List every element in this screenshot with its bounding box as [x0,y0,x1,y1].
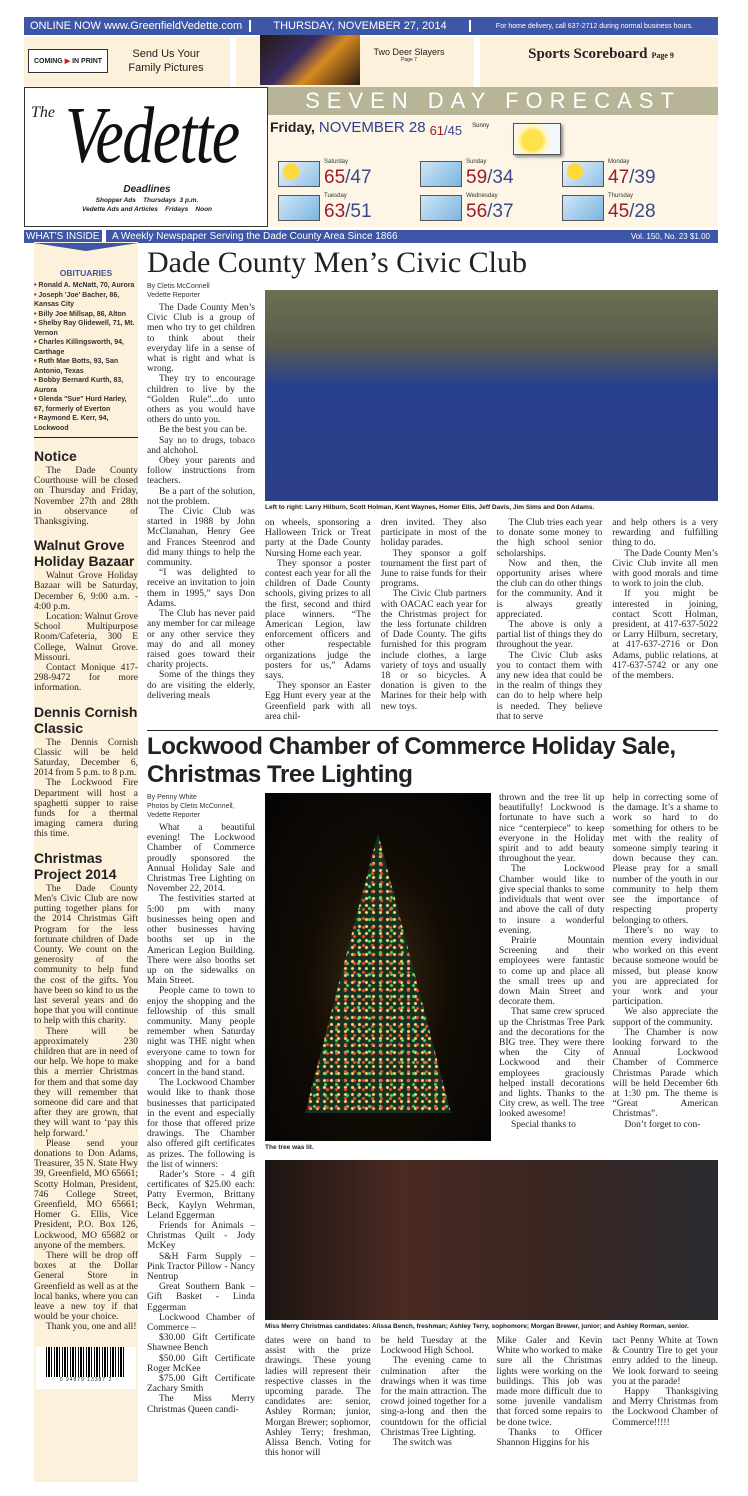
paragraph: Mike Galer and Kevin White who worked to make sure all the Christmas lights were working on the buildings. This job was made more difficult due to some juvenile vandalism that forced some repairs to be done twice. [496,1336,603,1428]
paragraph: Be a part of the solution, not the problem. [147,486,255,507]
today-day: Friday, [270,119,315,135]
divider [230,37,236,87]
cloudy-icon [278,195,320,221]
sports-teaser[interactable] [486,45,716,63]
whats-inside-label: WHAT'S INSIDE [24,230,102,243]
paragraph: The Civic Club was started in 1988 by John McClanahan, Henry Gee and Frances Steenrod and did many things to help the community. [147,507,255,569]
obituary-item[interactable]: • Joseph 'Joe' Bacher, 86, Kansas City [34,291,120,308]
rain-icon [420,161,462,187]
walnut-title: Walnut Grove Holiday Bazaar [34,537,135,570]
forecast-high: 56 [466,201,488,222]
notice-section [34,448,138,527]
paragraph: There will be drop off boxes at the Dollar General Store in Greenfield as well as at the local banks, where you can leave a new toy if that would be your choice. [34,1251,138,1323]
forecast-day-name: Wednesday [466,193,498,199]
candidates-photo-caption: Miss Merry Christmas candidates: Alissa Bench, freshman; Ashley Terry, sophomore; Morgan Brewer, junior; and Ashley Rorman, senior. [265,1323,689,1331]
forecast-day-name: Tuesday [324,193,347,199]
christmas-project-section [34,850,138,1333]
obituary-list [34,281,138,433]
deer-title: Two Deer Slayers [373,47,445,57]
project-body [34,884,138,1333]
paragraph: dren invited. They also participate in most of the holiday parades. [380,518,487,549]
seven-day-forecast: SEVEN DAY FORECAST Friday, NOVEMBER 28 61/45 Sunny Saturday 65/47 Sunday 59/34 Monday 47/39 Tuesday 63/51 Wednesday 56/37 Thursday 45/28 [268,87,718,227]
paragraph: on wheels, sponsoring a Halloween Trick or Treat party at the Dade County Nursing Home each year. [265,518,371,559]
barcode-bars [46,1347,126,1377]
obituary-item[interactable]: • Raymond E. Kerr, 94, Lockwood [34,415,109,432]
barcode [36,1347,136,1389]
obituary-item[interactable]: • Shelby Ray Glidewell, 71, Mt. Vernon [34,320,135,337]
deadline-shopper: Shopper Ads Thursdays 3 p.m. [95,197,199,204]
byline-author: By Cletis McConnell [147,283,210,290]
website-link[interactable]: ONLINE NOW www.GreenfieldVedette.com [24,20,251,32]
paragraph: be held Tuesday at the Lockwood High School. [380,1336,487,1357]
paragraph: Now and then, the opportunity arises where the club can do other things for the community. And it is always greatly appreciated. [496,558,603,620]
paragraph: People came to town to enjoy the shopping and the fellowship of this small community. Many people remember when Saturday night was THE night when everyone came to town for shopping and for a band concert in the band stand. [147,986,255,1078]
paragraph: The Dennis Cornish Classic will be held Saturday, December 6, 2014 from 5 p.m. to 8 p.m. [34,737,138,779]
project-title: Christmas Project 2014 [34,849,117,882]
today-forecast: Friday, NOVEMBER 28 61/45 Sunny [270,119,490,138]
lockwood-column [499,793,605,1130]
paragraph: Prairie Mountain Screening and their employees were fantastic to come up and place all the small trees up and down Main Street and decorate them. [499,935,605,1008]
deadlines [25,184,269,214]
send-pictures-teaser[interactable]: Send Us Your Family Pictures [128,48,204,74]
byline-author: By Penny White [147,794,197,802]
paragraph: The Club tries each year to donate some money to the high school senior scholarships. [496,518,603,559]
deadlines-title: Deadlines [123,184,171,195]
obituary-item[interactable]: • Glenda "Sue" Hurd Harley, 67, formerly of Everton [34,396,127,413]
obituaries-title: OBITUARIES [59,268,113,278]
lockwood-column [613,793,719,1130]
paragraph: The Civic Club partners with OACAC each year for the Christmas project for the less fortunate children of Dade County. The gifts furnished for this program include clothes, a large variety of toys and usually 18 or so bicycles. A donation is given to the Marines for their help with new toys. [380,589,487,712]
forecast-high: 65 [324,167,346,188]
tree-lights [305,833,451,1113]
paragraph: Obey your parents and follow instructions from teachers. [147,456,255,487]
paragraph: Thanks to Officer Shannon Higgins for his [496,1427,603,1449]
paragraph: Location: Walnut Grove School Multipurpose Room/Cafeteria, 300 E College, Walnut Grove. Missouri. [34,612,138,663]
paragraph: Lockwood Chamber of Commerce – [147,1312,255,1334]
paragraph: $50.00 Gift Certificate Roger McKee [147,1353,255,1374]
paragraph: The Miss Merry Christmas Queen candi- [147,1394,255,1415]
paragraph: If you might be interested in joining, contact Scott Holman, president, at 417-637-5022 or Larry Hilburn, secretary, at 417-637-2716 or Don Adams, public relations, at 417-637-5742 or any one of the members. [612,589,718,682]
paragraph: The switch was [392,1438,452,1449]
forecast-day-name: Saturday [324,159,349,165]
issue-date: THURSDAY, NOVEMBER 27, 2014 [251,20,471,32]
obituary-item[interactable]: • Ronald A. McNatt, 70, Aurora [34,282,135,289]
paragraph: Don’t forget to con- [624,1119,701,1130]
masthead-the: The [31,104,55,121]
paragraph: The Dade County Men’s Civic Club invite all men with good morals and time to work to join the club. [612,548,718,590]
paragraph: The Club has never paid any member for car mileage or any other service they may do and all money raised goes toward their charity projects. [147,609,255,671]
obituary-item[interactable]: • Ruth Mae Botts, 93, San Antonio, Texas [34,358,119,375]
sports-title: Sports Scoreboard [528,46,648,62]
lockwood-column [381,1336,487,1458]
paragraph: We also appreciate the support of the community. [612,1007,718,1028]
forecast-low: 51 [350,201,372,222]
walnut-body [34,571,138,693]
paragraph: The Lockwood Chamber would like to thank those businesses that participated in the event and especially for those that offered prize drawings. The Chamber also offered gift certificates as prizes. The following is the list of winners: [147,1078,255,1170]
paragraph: They sponsor a golf tournament the first part of June to raise funds for their programs. [380,548,487,590]
obituary-item[interactable]: • Bobby Bernard Kurth, 83, Aurora [34,377,124,394]
headline-line: Lockwood Chamber of Commerce Holiday Sale, [147,733,676,761]
paragraph: The Dade County Courthouse will be closed on Thursday and Friday, November 27th and 28th in observance of Thanksgiving. [34,466,138,528]
main-content [147,244,718,1459]
paragraph: The Chamber is now looking forward to the Annual Lockwood Chamber of Commerce Christmas Parade which will be held December 6th at 1:30 pm. The theme is “Great American Christmas”. [612,1027,718,1120]
obituaries-section [34,268,138,438]
paragraph: They sponsor an Easter Egg Hunt every year at the Greenfield park with all area chil- [265,681,371,722]
paragraph: That same crew spruced up the Christmas Tree Park and the decorations for the BIG tree. They were there when the City of Lockwood and their employees graciously helped install decorations and lights. Thanks to the City crew, as well. The tree looked awesome! [499,1007,605,1120]
paragraph: Say no to drugs, tobaco and alchohol. [147,435,255,456]
forecast-high: 63 [324,201,346,222]
lockwood-article [147,793,718,1458]
dennis-body [34,738,138,840]
paragraph: thrown and the tree lit up beautifully! Lockwood is fortunate to have such a nice “centerpiece” to keep everyone in the Holiday spirit and to add beauty throughout the year. [499,793,605,865]
paragraph: tact Penny White at Town & Country Tire to get your entry added to the lineup. We look forward to seeing you at the parade! [612,1336,718,1387]
forecast-low: 47 [350,167,372,188]
teaser-banner [24,37,718,87]
partly-cloudy-icon [278,161,320,187]
lockwood-column [497,1336,603,1458]
paragraph: The evening came to culmination after the drawings when it was time for the main attraction. The crowd joined together for a sing-a-long and then the countdown for the official Christmas Tree Lighting. [380,1356,487,1438]
in-print-text: IN PRINT [72,57,103,65]
lockwood-bottom-columns [265,1336,718,1458]
lockwood-column [265,1336,371,1458]
deadline-vedette: Vedette Ads and Articles Fridays Noon [81,206,213,213]
obituary-item[interactable]: • Billy Joe Millsap, 86, Alton [34,310,127,318]
christmas-tree-photo[interactable] [265,793,491,1141]
civic-columns [265,518,718,722]
forecast-low: 34 [492,167,514,188]
tagline: A Weekly Newspaper Serving the Dade County Area Since 1866 [112,231,398,242]
paragraph: Thank you, one and all! [46,1322,137,1333]
paragraph: Some of the things they do are visiting the elderly, delivering meals [147,670,255,701]
article-divider [147,730,718,731]
divider [34,437,138,438]
arrow-icon: ▶ [64,58,71,65]
walnut-section [34,537,138,693]
coming-in-print-logo [28,49,108,73]
today-high: 61 [429,123,445,138]
paragraph: Special thanks to [511,1119,576,1130]
byline-photos: Photos by Cletis McConnell, Vedette Reporter [147,803,235,820]
notice-title: Notice [34,448,77,464]
paragraph: The Civic Club asks you to contact them with any new idea that could be in the realm of things they can do to help where help is needed. They believe that to serve [496,650,603,722]
deer-teaser[interactable] [364,47,454,63]
byline-role: Vedette Reporter [147,292,200,299]
paragraph: There will be approximately 230 children that are in need of our help. We hope to make this a merrier Christmas for them and that some day they will remember that someone did care and that after they are grown, that they will want to ‘pay this help forward.’ [34,1026,138,1139]
lockwood-column-1 [147,793,255,1415]
paragraph: “I was delighted to receive an invitation to join them in 1995,” says Don Adams. [147,568,255,609]
delivery-info: For home delivery, call 637-2712 during normal business hours. [495,22,694,30]
paragraph: Be the best you can be. [159,425,248,436]
paragraph: The festivities started at 5:00 pm with many businesses being open and other businesses having booths set up in the American Legion Building. There were also booths set up on the sidewalks on Main Street. [147,894,255,987]
paragraph: $75.00 Gift Certificate Zachary Smith [147,1374,255,1395]
civic-article [147,282,718,722]
paragraph: and help others is a very rewarding and fulfilling thing to do. [612,518,718,549]
paragraph: They try to encourage children to live by the “Golden Rule”...do unto others as you would have others do unto you. [147,374,255,426]
paragraph: Rader’s Store - 4 gift certificates of $25.00 each: Patty Evermon, Brittany Beck, Kaylyn Wehrman, Leland Eggerman [147,1169,255,1221]
forecast-title: SEVEN DAY FORECAST [268,87,718,115]
today-date: NOVEMBER 28 [318,119,426,136]
civic-right [265,290,718,722]
paragraph: Happy Thanksgiving and Merry Christmas from the Lockwood Chamber of Commerce!!!!! [612,1387,718,1428]
paragraph: The Dade County Men's Civic Club are now putting together plans for the 2014 Christmas Gift Program for the less fortunate children of Dade County. We count on the generosity of the community to help fund the cost of the gifts. You have been so kind to us the last several years and do hope that you will continue to help with this charity. [34,883,138,1027]
forecast-day-name: Thursday [608,193,634,199]
forecast-high: 47 [608,167,630,188]
lockwood-column [612,1336,718,1458]
paragraph: help in correcting some of the damage. It’s a shame to work so hard to do something for others to be met with the reality of someone simply tearing it down because they can. Please pray for a small number of the youth in our community to help them see the importance of respecting property belonging to others. [612,793,718,926]
tagline-bar [106,230,718,243]
rain-icon [562,195,604,221]
deer-photo[interactable] [260,35,360,85]
obituary-item[interactable]: • Charles Killingsworth, 94, Carthage [34,339,124,356]
pointer-chevron [34,243,138,251]
tree-photo-caption: The tree was lit. [265,1144,314,1152]
lockwood-headline [147,733,718,789]
paragraph: Great Southern Bank – Gift Basket - Linda Eggerman [147,1282,255,1313]
paragraph: What a beautiful evening! The Lockwood Chamber of Commerce proudly sponsored the Annual Holiday Sale and Christmas Tree Lighting on November 22, 2014. [147,823,255,895]
partly-cloudy-icon [562,161,604,187]
deer-page: Page 7 [401,57,417,63]
today-condition: Sunny [472,123,490,129]
queen-candidates-photo[interactable] [265,1160,718,1320]
today-low: 45 [447,123,463,138]
civic-column-1 [147,282,255,701]
civic-headline: Dade County Men’s Civic Club [147,246,527,279]
paragraph: Contact Monique 417-298-9472 for more information. [34,663,138,694]
paragraph: The Lockwood Fire Department will host a spaghetti supper to raise funds for a thermal imaging camera during this time. [34,778,138,840]
paragraph: The above is only a partial list of things they do throughout the year. [496,620,603,651]
paragraph: The Lockwood Chamber would like to give special thanks to some individuals that went over and above the call of duty to insure a wonderful evening. [499,864,605,936]
forecast-low: 28 [634,201,656,222]
forecast-low: 39 [634,167,656,188]
civic-column [381,518,487,722]
volume-price: Vol. 150, No. 23 $1.00 [630,232,710,241]
civic-column [265,518,371,722]
forecast-day-name: Monday [608,159,630,165]
paragraph: S&H Farm Supply – Pink Tractor Pillow - Nancy Nentrup [147,1251,255,1282]
divider [474,37,480,87]
rain-icon [420,195,462,221]
civic-photo-caption: Left to right: Larry Hilburn, Scott Holman, Kent Waynes, Homer Ellis, Jeff Davis, Jim Sims and Don Adams. [265,504,595,511]
sidebar [34,242,138,1482]
notice-body [34,466,138,527]
civic-column [147,303,255,701]
lockwood-top-row [265,793,718,1152]
forecast-high: 45 [608,201,630,222]
paragraph: $30.00 Gift Certificate Shawnee Bench [147,1333,255,1354]
coming-text: COMING [33,57,63,65]
sunny-icon [513,123,561,155]
paragraph: They sponsor a poster contest each year for all the children of Dade County schools, giving prizes to all the first, second and third place winners. “The American Legion, law enforcement officers and other respectable organizations judge the posters for us,” Adams says. [265,558,371,682]
sports-page: Page 9 [651,51,674,60]
lockwood-byline [147,793,255,820]
paragraph: dates were on hand to assist with the prize drawings. These young ladies will represent their respective classes in the upcoming parade. The candidates are: senior, Ashley Rorman; junior, Morgan Brewer; sophomor, Ashley Terry; freshman, Alissa Bench. Voting for this honor will [265,1336,371,1459]
forecast-day-name: Sunday [466,159,487,165]
dennis-title: Dennis Cornish Classic [34,703,138,736]
top-bar [24,17,718,35]
lockwood-right [265,793,718,1458]
tree-photo-block [265,793,491,1152]
headline-line: Christmas Tree Lighting [147,761,413,789]
lockwood-column [147,823,255,1415]
paragraph: The Dade County Men’s Civic Club is a group of men who try to get children to think about their everyday life in a sense of what is right and what is wrong. [147,303,255,375]
civic-byline [147,282,255,300]
paragraph: Friends for Animals – Christmas Quilt - Jody McKey [147,1220,255,1252]
civic-column [612,518,718,722]
masthead-logo: Vedette [65,92,239,180]
dennis-section [34,704,138,840]
paragraph: Walnut Grove Holiday Bazaar will be Saturday, December 6, 9:00 a.m. - 4:00 p.m. [34,571,138,612]
paragraph: Please send your donations to Don Adams, Treasurer, 35 N. State Hwy 39, Greenfield, MO 65661; Scotty Holman, President, 746 College Street, Greenfield, MO 65661; Homer G. Ellis, Vice President, P.O. Box 126, Lockwood, MO 65682 or anyone of the members. [34,1138,138,1251]
forecast-high: 59 [466,167,488,188]
civic-column [497,518,603,722]
forecast-low: 37 [492,201,514,222]
barcode-number: 0 94879 13387 2 [59,1376,113,1383]
paragraph: There’s no way to mention every individual who worked on this event because someone would be missed, but please know you are appreciated for your work and your participation. [612,925,718,1008]
civic-club-photo[interactable] [265,290,718,501]
masthead [24,87,268,227]
